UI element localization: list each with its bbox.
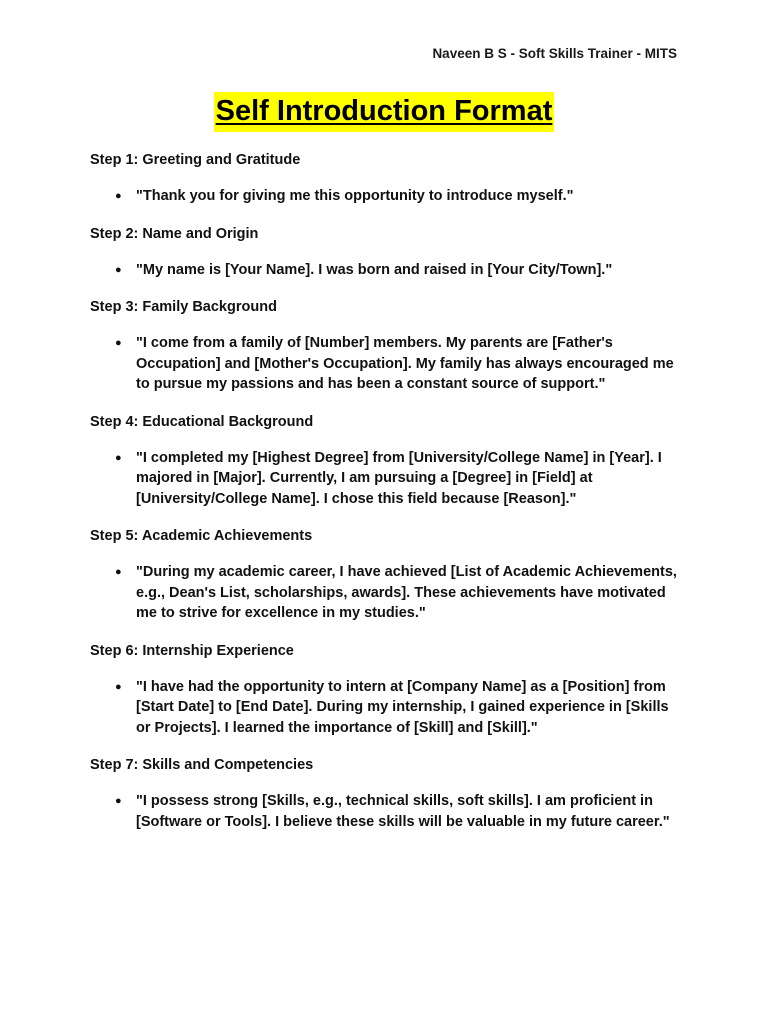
bullet-icon: ● xyxy=(115,680,122,693)
bullet-text: "I come from a family of [Number] members. My parents are [Father's Occupation] and [Mother's Occupation]. My family has always encouraged me to pursue my passions and has been a constant source of support." xyxy=(136,335,674,392)
step-heading: Step 4: Educational Background xyxy=(90,413,314,430)
bullet-text: "Thank you for giving me this opportunity to introduce myself." xyxy=(136,188,574,204)
step-1 xyxy=(90,150,686,207)
step-3 xyxy=(90,297,686,395)
step-2 xyxy=(90,224,686,281)
bullet-item xyxy=(90,677,686,739)
step-7 xyxy=(90,755,686,832)
step-heading: Step 7: Skills and Competencies xyxy=(90,757,314,773)
document-title: Self Introduction Format xyxy=(214,92,555,132)
step-heading: Step 1: Greeting and Gratitude xyxy=(90,152,301,168)
step-5 xyxy=(90,526,686,624)
step-4 xyxy=(90,412,686,510)
bullet-item xyxy=(90,333,686,395)
bullet-text: "My name is [Your Name]. I was born and raised in [Your City/Town]." xyxy=(136,261,613,278)
bullet-icon: ● xyxy=(115,451,122,464)
bullet-icon: ● xyxy=(115,190,122,202)
bullet-icon: ● xyxy=(115,566,122,578)
step-6 xyxy=(90,641,686,739)
title-container xyxy=(0,92,768,132)
bullet-icon: ● xyxy=(115,337,122,349)
step-heading: Step 6: Internship Experience xyxy=(90,642,294,659)
bullet-item xyxy=(90,260,686,281)
bullet-item xyxy=(90,186,686,207)
bullet-text: "I possess strong [Skills, e.g., technical skills, soft skills]. I am proficient in [Software or Tools]. I believe these skills will be valuable in my future career." xyxy=(136,793,670,830)
header-author-note: Naveen B S - Soft Skills Trainer - MITS xyxy=(432,46,677,61)
bullet-item xyxy=(90,448,686,510)
bullet-text: "I completed my [Highest Degree] from [University/College Name] in [Year]. I majored in [Major]. Currently, I am pursuing a [Degree] in [Field] at [University/College Name]. I chose this field because [Reason]." xyxy=(136,449,662,507)
step-heading: Step 5: Academic Achievements xyxy=(90,528,313,544)
step-heading: Step 3: Family Background xyxy=(90,299,277,315)
bullet-item xyxy=(90,562,686,624)
steps-list xyxy=(90,150,686,849)
bullet-text: "During my academic career, I have achieved [List of Academic Achievements, e.g., Dean's List, scholarships, awards]. These achievements have motivated me to strive for excellence in my studies." xyxy=(136,564,677,621)
bullet-icon: ● xyxy=(115,795,122,807)
bullet-item xyxy=(90,791,686,832)
bullet-icon: ● xyxy=(115,263,122,276)
step-heading: Step 2: Name and Origin xyxy=(90,225,259,242)
bullet-text: "I have had the opportunity to intern at [Company Name] as a [Position] from [Start Date] to [End Date]. During my internship, I gained experience in [Skills or Projects]. I learned the importance of [Skill] and [Skill]." xyxy=(136,678,669,736)
